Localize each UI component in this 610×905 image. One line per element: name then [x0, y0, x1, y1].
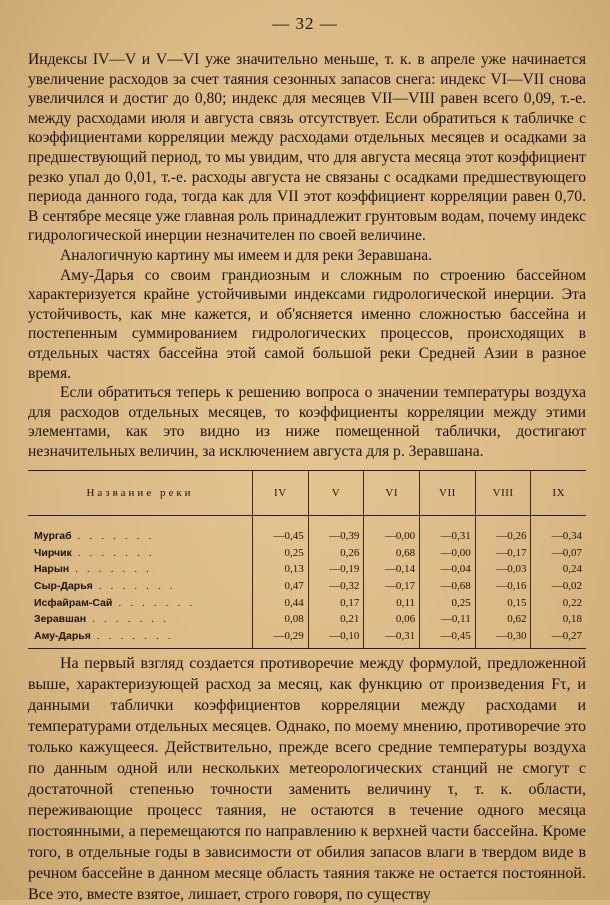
- table-row: [28, 528, 586, 545]
- river-name: Чирчик: [34, 546, 72, 559]
- river-name-cell: [28, 561, 253, 578]
- correlation-value: —0,02: [531, 578, 586, 595]
- correlation-value: —0,17: [475, 545, 531, 562]
- paragraph: Индексы IV—V и V—VI уже значительно меньше, т. к. в апреле уже начинается увеличение расходов за счет таяния сезонных запасов снега: индекс VI—VII снова увеличился и достиг до 0,80; индекс для месяцев VII—VIII равен всего 0,09, т.-е. между расходами июля и августа связь отсутствует. Если обратиться к табличке с коэффициентами корреляции между расходами отдельных месяцев и осадками за предшествующий период, то мы увидим, что для августа месяца этот коэффициент резко упал до 0,01, т.-е. расходы августа не связаны с осадками предшествующего периода данного года, тогда как для VII этот коэффициент корреляции равен 0,70. В сентябре месяце уже главная роль принадлежит грунтовым водам, почему индекс гидрологической инерции незначителен по своей величине.: [28, 51, 586, 245]
- header-month: VII: [420, 471, 476, 516]
- correlation-value: 0,22: [531, 594, 586, 611]
- header-month: IV: [253, 471, 309, 516]
- river-name-cell: [28, 545, 253, 562]
- header-month: IX: [531, 471, 586, 516]
- table-row: [28, 628, 586, 649]
- dot-leader: . . . . . . .: [71, 530, 155, 543]
- correlation-value: —0,29: [253, 628, 309, 649]
- correlation-table: [28, 470, 586, 649]
- correlation-value: —0,32: [308, 578, 364, 595]
- correlation-value: —0,07: [531, 545, 586, 562]
- correlation-value: 0,08: [253, 611, 309, 628]
- correlation-value: —0,30: [475, 628, 531, 649]
- table-header-row: [28, 471, 586, 516]
- correlation-value: —0,34: [531, 528, 586, 545]
- correlation-value: —0,03: [475, 561, 531, 578]
- correlation-value: —0,14: [364, 561, 420, 578]
- correlation-value: 0,25: [253, 545, 309, 562]
- dot-leader: . . . . . . .: [69, 563, 152, 576]
- correlation-value: 0,13: [253, 561, 309, 578]
- correlation-value: —0,27: [531, 628, 586, 649]
- correlation-value: 0,26: [308, 545, 364, 562]
- header-month: VIII: [475, 471, 531, 516]
- correlation-value: —0,39: [308, 528, 364, 545]
- correlation-value: 0,24: [531, 561, 586, 578]
- correlation-value: 0,06: [364, 611, 420, 628]
- table-row: [28, 561, 586, 578]
- correlation-value: 0,62: [475, 611, 531, 628]
- correlation-value: —0,19: [308, 561, 364, 578]
- paragraph: Аму-Дарья со своим грандиозным и сложным по строению бассейном характеризуется крайне устойчивыми индексами гидрологической инерции. Эта устойчивость, как мне кажется, и об'ясняется именно сложностью бассейна и постепенным суммированием гидрологических процессов, происходящих в отдельных частях бассейна этой самой большой реки Средней Азии в разное время.: [28, 266, 586, 382]
- river-name: Сыр-Дарья: [34, 580, 93, 593]
- correlation-value: —0,31: [420, 528, 476, 545]
- correlation-value: —0,10: [308, 628, 364, 649]
- correlation-value: 0,25: [420, 594, 476, 611]
- river-name-cell: [28, 611, 253, 628]
- header-river-name: Название реки: [28, 471, 253, 516]
- correlation-value: —0,45: [253, 528, 309, 545]
- river-name-cell: [28, 528, 253, 545]
- correlation-value: —0,00: [420, 545, 476, 562]
- table-row: [28, 578, 586, 595]
- river-name: Аму-Дарья: [34, 629, 91, 642]
- correlation-value: 0,21: [308, 611, 364, 628]
- correlation-value: —0,00: [364, 528, 420, 545]
- correlation-value: 0,44: [253, 594, 309, 611]
- table-row: [28, 611, 586, 628]
- correlation-value: 0,17: [308, 594, 364, 611]
- river-name: Зеравшан: [34, 613, 87, 626]
- river-name-cell: [28, 628, 253, 649]
- table-row: [28, 594, 586, 611]
- river-name-cell: [28, 594, 253, 611]
- dot-leader: . . . . . . .: [86, 613, 169, 626]
- paragraph: Аналогичную картину мы имеем и для реки Зеравшана.: [60, 246, 433, 264]
- text-block-bottom: [28, 653, 586, 905]
- river-name: Исфайрам-Сай: [34, 596, 113, 609]
- correlation-value: 0,18: [531, 611, 586, 628]
- table-row: [28, 545, 586, 562]
- header-month: VI: [364, 471, 420, 516]
- correlation-value: —0,68: [420, 578, 476, 595]
- correlation-value: 0,68: [364, 545, 420, 562]
- text-block-top: [28, 50, 586, 461]
- correlation-value: 0,11: [364, 594, 420, 611]
- correlation-value: —0,04: [420, 561, 476, 578]
- correlation-value: 0,15: [475, 594, 531, 611]
- correlation-value: —0,31: [364, 628, 420, 649]
- correlation-value: —0,16: [475, 578, 531, 595]
- paragraph: На первый взгляд создается противоречие между формулой, предложенной выше, характеризующей расход за месяц, как функцию от произведения Fτ, и данными таблички коэффициентов корреляции между расходами и температурами отдельных месяцев. Однако, по моему мнению, противоречие это только кажущееся. Действительно, прежде всего средние температуры воздуха по данным одной или нескольких метеорологических станций не смогут с достаточной степенью точности заменить величину τ, т. к. области, переживающие процесс таяния, не остаются в течение одного месяца постоянными, а перемещаются по направлению к верхней части бассейна. Кроме того, в отдельные годы в зависимости от обилия запасов влаги в твердом виде в речном бассейне в данном месяце область таяния также не остается постоянной. Все это, вместе взятое, лишает, строго говоря, по существу: [28, 655, 586, 903]
- river-name-cell: [28, 578, 253, 595]
- river-name: Мургаб: [34, 530, 72, 543]
- dot-leader: . . . . . . .: [92, 580, 176, 593]
- correlation-value: 0,47: [253, 578, 309, 595]
- correlation-value: —0,26: [475, 528, 531, 545]
- paragraph: Если обратиться теперь к решению вопроса о значении температуры воздуха для расходов отдельных месяцев, то коэффициенты корреляции между этими элементами, как это видно из ниже помещенной таблички, достигают незначительных величин, за исключением августа для р. Зеравшана.: [28, 384, 586, 460]
- dot-leader: . . . . . . .: [71, 546, 155, 559]
- page-number: — 32 —: [272, 14, 338, 33]
- river-name: Нарын: [34, 563, 70, 576]
- correlation-value: —0,11: [420, 611, 476, 628]
- correlation-value: —0,45: [420, 628, 476, 649]
- dot-leader: . . . . . . .: [90, 629, 174, 642]
- correlation-value: —0,17: [364, 578, 420, 595]
- dot-leader: . . . . . . .: [112, 596, 196, 609]
- header-month: V: [308, 471, 364, 516]
